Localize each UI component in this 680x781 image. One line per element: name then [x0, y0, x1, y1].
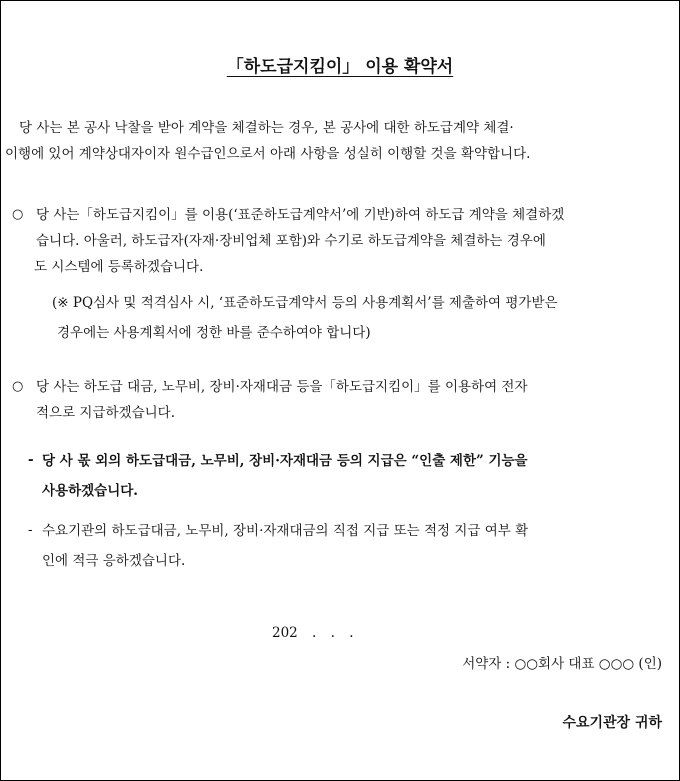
subitem-dash: -: [28, 452, 34, 468]
date-line: 202 . . .: [272, 625, 354, 641]
item-bullet: ○: [12, 379, 24, 394]
item-bullet: ○: [12, 207, 24, 222]
item-line: 적으로 지급하겠습니다.: [36, 405, 175, 421]
item-1-note: [52, 288, 678, 348]
signer-line: 서약자 : ○○회사 대표 ○○○ (인): [462, 656, 662, 672]
subitem-line: 인에 적극 응하겠습니다.: [42, 553, 186, 569]
intro-line: 이행에 있어 계약상대자이자 원수급인으로서 아래 사항을 성실히 이행할 것을 확약합니다.: [5, 146, 531, 162]
item-line: 당 사는「하도급지킴이」를 이용(‘표준하도급계약서’에 기반)하여 하도급 계약을 체결하겠: [36, 207, 565, 223]
subitem-line: 사용하겠습니다.: [42, 483, 138, 499]
item-2: [36, 374, 676, 426]
intro-line: 당 사는 본 공사 낙찰을 받아 계약을 체결하는 경우, 본 공사에 대한 하도급계약 체결·: [19, 120, 514, 136]
subitem-line: 당 사 몫 외의 하도급대금, 노무비, 장비·자재대금 등의 지급은 “인출 제한” 기능을: [42, 453, 528, 469]
addressee: 수요기관장 귀하: [562, 715, 662, 731]
note-line: (※ PQ심사 및 적격심사 시, ‘표준하도급계약서 등의 사용계획서’를 제출하여 평가받은: [52, 295, 558, 311]
item-line: 도 시스템에 등록하겠습니다.: [34, 259, 204, 275]
subitem-line: 수요기관의 하도급대금, 노무비, 장비·자재대금의 직접 지급 또는 적정 지급 여부 확: [42, 523, 529, 539]
subitem-2: [42, 516, 676, 576]
intro-paragraph: [5, 115, 675, 167]
item-line: 습니다. 아울러, 하도급자(자재·장비업체 포함)와 수기로 하도급계약을 체결하는 경우에: [36, 233, 546, 249]
document-title: 「하도급지킴이」 이용 확약서: [226, 57, 454, 77]
subitem-1: [42, 446, 676, 506]
note-line: 경우에는 사용계획서에 정한 바를 준수하여야 합니다): [57, 325, 371, 341]
item-line: 당 사는 하도급 대금, 노무비, 장비·자재대금 등을「하도급지킴이」를 이용하여 전자: [36, 379, 528, 395]
item-1: [36, 202, 676, 280]
subitem-dash: -: [28, 522, 33, 538]
